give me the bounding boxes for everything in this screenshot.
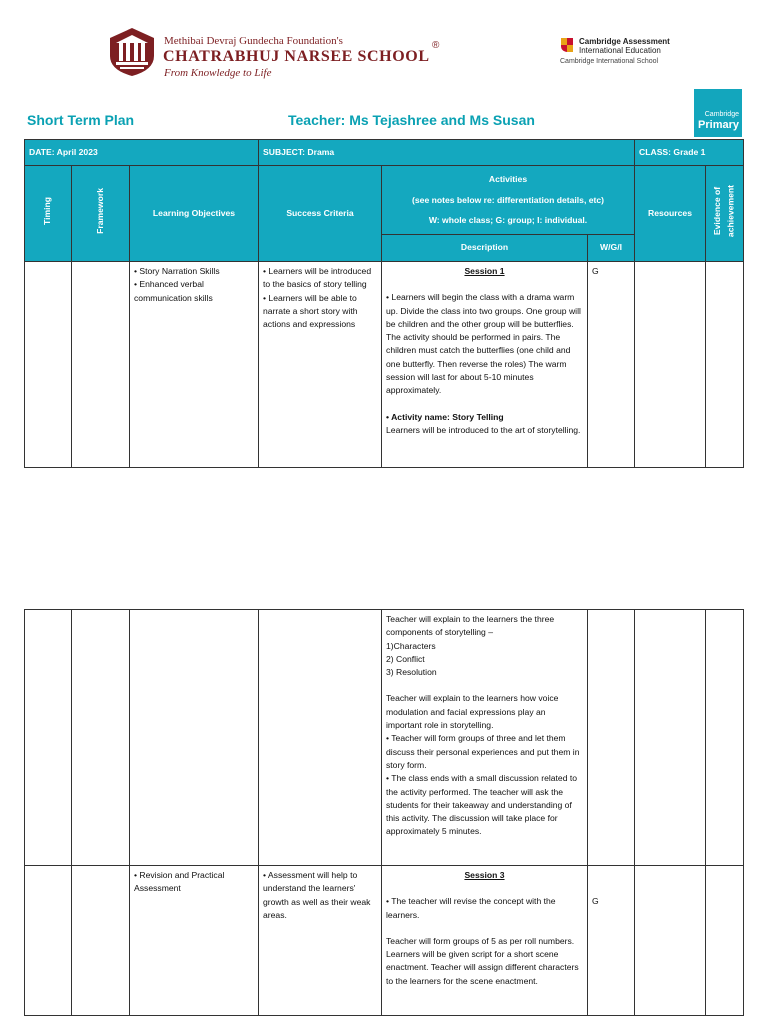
cambridge-primary-badge	[694, 89, 742, 137]
component-item: 2) Conflict	[386, 653, 425, 664]
table-row	[25, 610, 744, 866]
table-row	[25, 866, 744, 1016]
criteria-cell	[259, 610, 382, 866]
component-item: 1)Characters	[386, 640, 436, 651]
date-cell: DATE: April 2023	[25, 140, 259, 166]
warmup-text: • Learners will begin the class with a drama warm up. Divide the class into two groups. One group will be children and the other group will be butterflies. The activity should be performed in pairs. The children must catch the butterflies (one child and one butterfly. Then reverse the roles) The warm session will last for about 5-10 minutes approximately.	[386, 292, 581, 396]
enactment-text: Teacher will form groups of 5 as per roll numbers. Learners will be given script for a short scene enactment. Teacher will assign different characters to the learners for the scene enactment.	[386, 935, 579, 986]
school-name: CHATRABHUJ NARSEE SCHOOL	[163, 48, 430, 65]
evidence-label	[711, 185, 738, 237]
table-row	[25, 262, 744, 468]
activity-intro: Learners will be introduced to the art of storytelling.	[386, 424, 581, 435]
teacher-title: Teacher: Ms Tejashree and Ms Susan	[288, 112, 535, 128]
lesson-plan-table-continued	[24, 609, 744, 1016]
cambridge-school-label: Cambridge International School	[560, 58, 659, 65]
school-tagline: From Knowledge to Life	[164, 67, 272, 79]
evidence-cell	[706, 610, 744, 866]
description-cell	[382, 610, 588, 866]
badge-cambridge-label: Cambridge	[704, 111, 739, 118]
objective-item: • Story Narration Skills	[134, 266, 220, 276]
timing-cell	[25, 262, 72, 468]
wgi-cell: G	[588, 866, 635, 1016]
voice-text: Teacher will explain to the learners how voice modulation and facial expressions play an important role in storytelling.	[386, 693, 559, 731]
badge-primary-label: Primary	[698, 119, 739, 131]
foundation-name: Methibai Devraj Gundecha Foundation's	[164, 35, 343, 47]
framework-cell	[72, 610, 130, 866]
session-title: Session 1	[464, 266, 505, 276]
wgi-header: W/G/I	[588, 235, 635, 262]
resources-header: Resources	[635, 166, 706, 262]
subject-cell: SUBJECT: Drama	[259, 140, 635, 166]
resources-cell	[635, 262, 706, 468]
criteria-cell	[259, 262, 382, 468]
discussion-text: • The class ends with a small discussion related to the activity performed. The teacher will ask the students for their takeaway and understanding of this activity. The discussion will take place for approximately 5 minutes.	[386, 773, 578, 837]
lesson-plan-table	[24, 139, 744, 468]
description-cell	[382, 866, 588, 1016]
wgi-cell	[588, 610, 635, 866]
framework-header	[72, 166, 130, 262]
class-cell: CLASS: Grade 1	[635, 140, 744, 166]
evidence-cell	[706, 262, 744, 468]
session-title: Session 3	[464, 870, 505, 880]
plan-title: Short Term Plan	[27, 112, 135, 128]
activity-name: • Activity name: Story Telling	[386, 411, 504, 422]
components-intro: Teacher will explain to the learners the three components of storytelling –	[386, 614, 555, 638]
activities-legend: W: whole class; G: group; I: individual.	[428, 214, 588, 225]
component-item: 3) Resolution	[386, 667, 437, 678]
framework-cell	[72, 262, 130, 468]
evidence-label-line2: achievement	[725, 185, 736, 238]
evidence-label-line1: Evidence of	[712, 187, 723, 236]
description-header: Description	[382, 235, 588, 262]
groups-text: • Teacher will form groups of three and let them discuss their personal experiences and put them in story form.	[386, 733, 580, 770]
timing-cell	[25, 610, 72, 866]
registered-mark: ®	[432, 40, 440, 51]
evidence-header	[706, 166, 744, 262]
criteria-item: • Learners will be able to narrate a short story with actions and expressions	[263, 292, 358, 330]
timing-label: Timing	[42, 197, 53, 226]
resources-cell	[635, 610, 706, 866]
revise-text: • The teacher will revise the concept with the learners.	[386, 896, 556, 920]
framework-cell	[72, 866, 130, 1016]
success-criteria-header: Success Criteria	[259, 166, 382, 262]
activities-note: (see notes below re: differentiation details, etc)	[412, 195, 604, 206]
wgi-cell: G	[588, 262, 635, 468]
framework-label: Framework	[94, 188, 105, 235]
objectives-cell: • Revision and Practical Assessment	[130, 866, 259, 1016]
learning-objectives-header: Learning Objectives	[130, 166, 259, 262]
criteria-item: • Learners will be introduced to the basics of story telling	[263, 266, 372, 290]
timing-header	[25, 166, 72, 262]
cambridge-international-label: International Education	[579, 46, 661, 55]
activities-header	[382, 166, 635, 235]
cambridge-assessment-label: Cambridge Assessment	[579, 37, 670, 46]
description-cell	[382, 262, 588, 468]
timing-cell	[25, 866, 72, 1016]
evidence-cell	[706, 866, 744, 1016]
objective-item: • Enhanced verbal communication skills	[134, 279, 213, 303]
objectives-cell	[130, 610, 259, 866]
objectives-cell	[130, 262, 259, 468]
cambridge-shield-icon	[560, 37, 574, 53]
school-crest-logo	[106, 26, 158, 78]
activities-title: Activities	[488, 174, 528, 185]
criteria-cell: • Assessment will help to understand the learners' growth as well as their weak areas.	[259, 866, 382, 1016]
resources-cell	[635, 866, 706, 1016]
